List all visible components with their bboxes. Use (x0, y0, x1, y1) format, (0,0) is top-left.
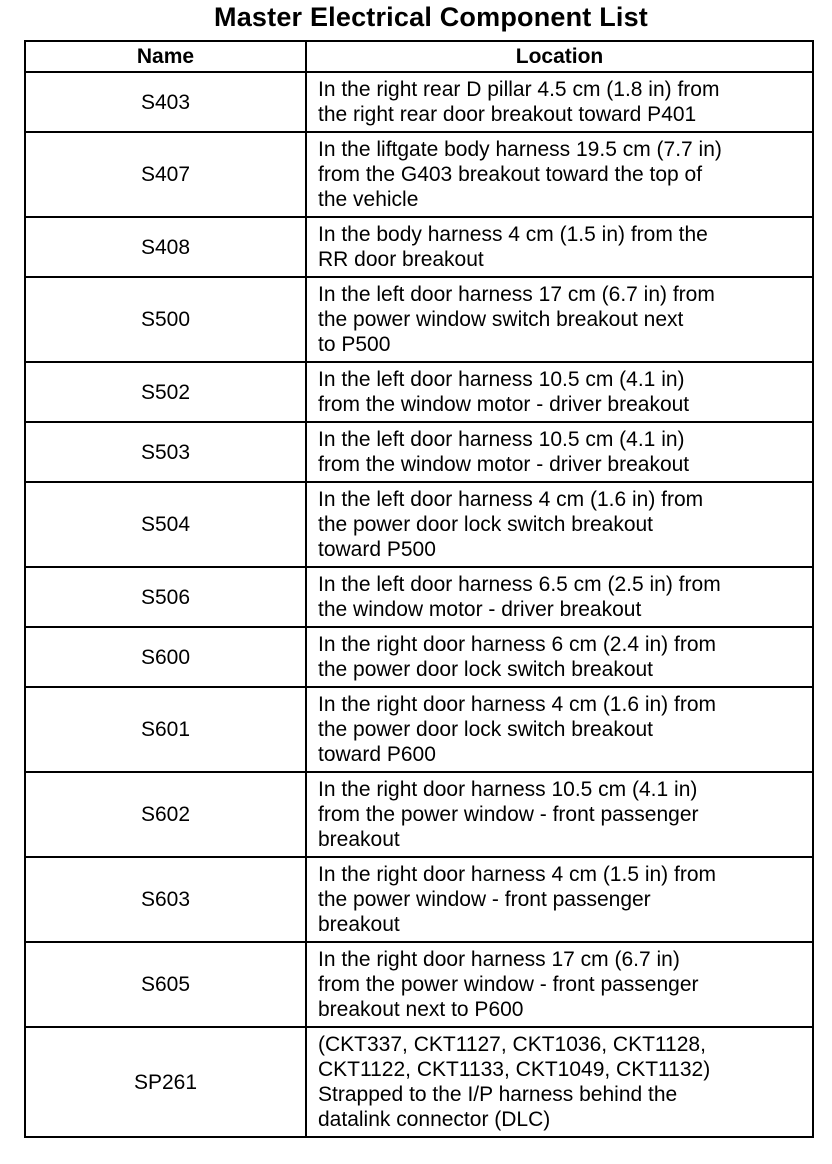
table-row (25, 217, 813, 277)
component-name: S503 (25, 422, 306, 482)
component-location: In the right door harness 4 cm (1.6 in) from the power door lock switch breakout toward P600 (306, 687, 813, 772)
component-location: In the liftgate body harness 19.5 cm (7.7 in) from the G403 breakout toward the top of the vehicle (306, 132, 813, 217)
table-row (25, 567, 813, 627)
component-table (24, 40, 814, 1138)
table-row (25, 362, 813, 422)
component-location: In the right door harness 17 cm (6.7 in) from the power window - front passenger breakout next to P600 (306, 942, 813, 1027)
table-row (25, 627, 813, 687)
table-header-row (25, 41, 813, 72)
component-name: S408 (25, 217, 306, 277)
component-location: In the right door harness 6 cm (2.4 in) from the power door lock switch breakout (306, 627, 813, 687)
component-name: S407 (25, 132, 306, 217)
component-location: In the left door harness 4 cm (1.6 in) from the power door lock switch breakout toward P500 (306, 482, 813, 567)
component-name: SP261 (25, 1027, 306, 1137)
component-name: S502 (25, 362, 306, 422)
component-location: In the left door harness 6.5 cm (2.5 in) from the window motor - driver breakout (306, 567, 813, 627)
component-location: In the right door harness 4 cm (1.5 in) from the power window - front passenger breakout (306, 857, 813, 942)
component-name: S602 (25, 772, 306, 857)
table-row (25, 277, 813, 362)
component-name: S601 (25, 687, 306, 772)
table-row (25, 857, 813, 942)
component-location: In the right rear D pillar 4.5 cm (1.8 in) from the right rear door breakout toward P401 (306, 72, 813, 132)
component-name: S403 (25, 72, 306, 132)
table-row (25, 687, 813, 772)
page-title: Master Electrical Component List (214, 2, 648, 32)
table-row (25, 772, 813, 857)
table-row (25, 132, 813, 217)
table-row (25, 72, 813, 132)
name-column-header: Name (25, 41, 306, 72)
component-name: S605 (25, 942, 306, 1027)
component-location: In the right door harness 10.5 cm (4.1 in) from the power window - front passenger breakout (306, 772, 813, 857)
component-location: In the left door harness 17 cm (6.7 in) from the power window switch breakout next to P500 (306, 277, 813, 362)
table-row (25, 482, 813, 567)
table-row (25, 422, 813, 482)
component-location: In the body harness 4 cm (1.5 in) from the RR door breakout (306, 217, 813, 277)
component-name: S506 (25, 567, 306, 627)
location-column-header: Location (306, 41, 813, 72)
table-row (25, 942, 813, 1027)
component-location: In the left door harness 10.5 cm (4.1 in) from the window motor - driver breakout (306, 362, 813, 422)
component-location: (CKT337, CKT1127, CKT1036, CKT1128, CKT1122, CKT1133, CKT1049, CKT1132) Strapped to the I/P harness behind the datalink connector (DLC) (306, 1027, 813, 1137)
component-name: S600 (25, 627, 306, 687)
component-location: In the left door harness 10.5 cm (4.1 in) from the window motor - driver breakout (306, 422, 813, 482)
table-row (25, 1027, 813, 1137)
component-name: S603 (25, 857, 306, 942)
component-name: S500 (25, 277, 306, 362)
component-name: S504 (25, 482, 306, 567)
